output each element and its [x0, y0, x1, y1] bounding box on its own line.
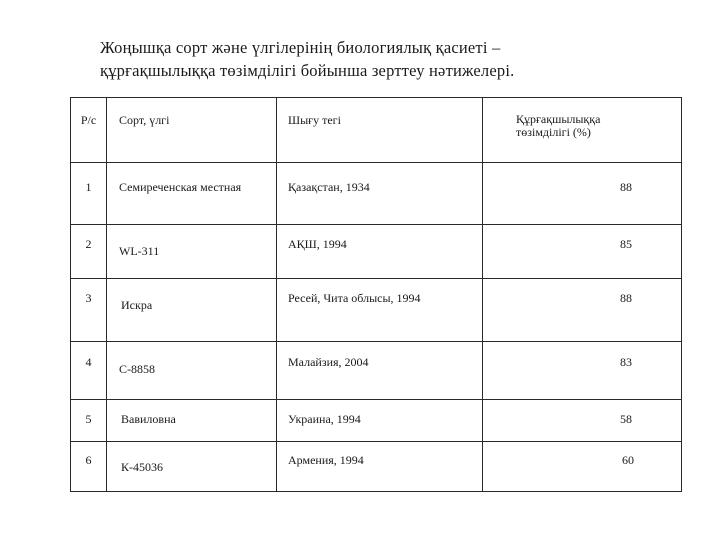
row-origin: АҚШ, 1994 [288, 237, 347, 251]
header-num: Р/с [80, 113, 97, 127]
table-header-row [71, 98, 682, 163]
table-row [71, 163, 682, 225]
results-table [70, 97, 682, 492]
table-row [71, 442, 682, 492]
row-origin: Армения, 1994 [288, 453, 364, 467]
row-variety: Семиреченская местная [119, 180, 242, 194]
header-tolerance-line-1: Құрғақшылыққа [516, 112, 601, 126]
header-cell-origin [277, 98, 483, 163]
header-tolerance-line-2: төзімділігі (%) [516, 125, 591, 139]
table-row [71, 400, 682, 442]
header-origin: Шығу тегі [288, 113, 341, 127]
header-tolerance [516, 113, 714, 139]
row-num: 4 [85, 355, 92, 369]
row-num: 6 [85, 453, 92, 467]
row-variety: WL-311 [119, 244, 160, 258]
table-row [71, 342, 682, 400]
row-origin: Малайзия, 2004 [288, 355, 369, 369]
row-origin: Қазақстан, 1934 [288, 180, 370, 194]
row-variety: К-45036 [121, 460, 163, 474]
row-tolerance: 58 [620, 412, 632, 426]
row-tolerance: 88 [620, 291, 632, 305]
title-line-2: құрғақшылыққа төзімділігі бойынша зерттеу нәтижелері. [100, 61, 515, 80]
row-num: 3 [85, 291, 92, 305]
header-variety: Сорт, үлгі [119, 113, 170, 127]
row-tolerance: 85 [620, 237, 632, 251]
row-variety: Вавиловна [121, 412, 176, 426]
row-tolerance: 88 [620, 180, 632, 194]
row-variety: Искра [121, 298, 153, 312]
row-num: 5 [85, 412, 92, 426]
header-cell-tolerance [483, 98, 682, 163]
header-cell-num [71, 98, 107, 163]
table-row [71, 225, 682, 279]
row-num: 2 [85, 237, 92, 251]
title-line-1: Жоңышқа сорт және үлгілерінің биологиялық қасиеті – [100, 38, 501, 57]
row-variety: С-8858 [119, 362, 155, 376]
table-row [71, 279, 682, 342]
row-origin: Ресей, Чита облысы, 1994 [288, 291, 421, 305]
row-origin: Украина, 1994 [288, 412, 361, 426]
row-tolerance: 60 [622, 453, 634, 467]
row-num: 1 [85, 180, 92, 194]
row-tolerance: 83 [620, 355, 632, 369]
header-cell-variety [107, 98, 277, 163]
document-title [100, 36, 700, 82]
